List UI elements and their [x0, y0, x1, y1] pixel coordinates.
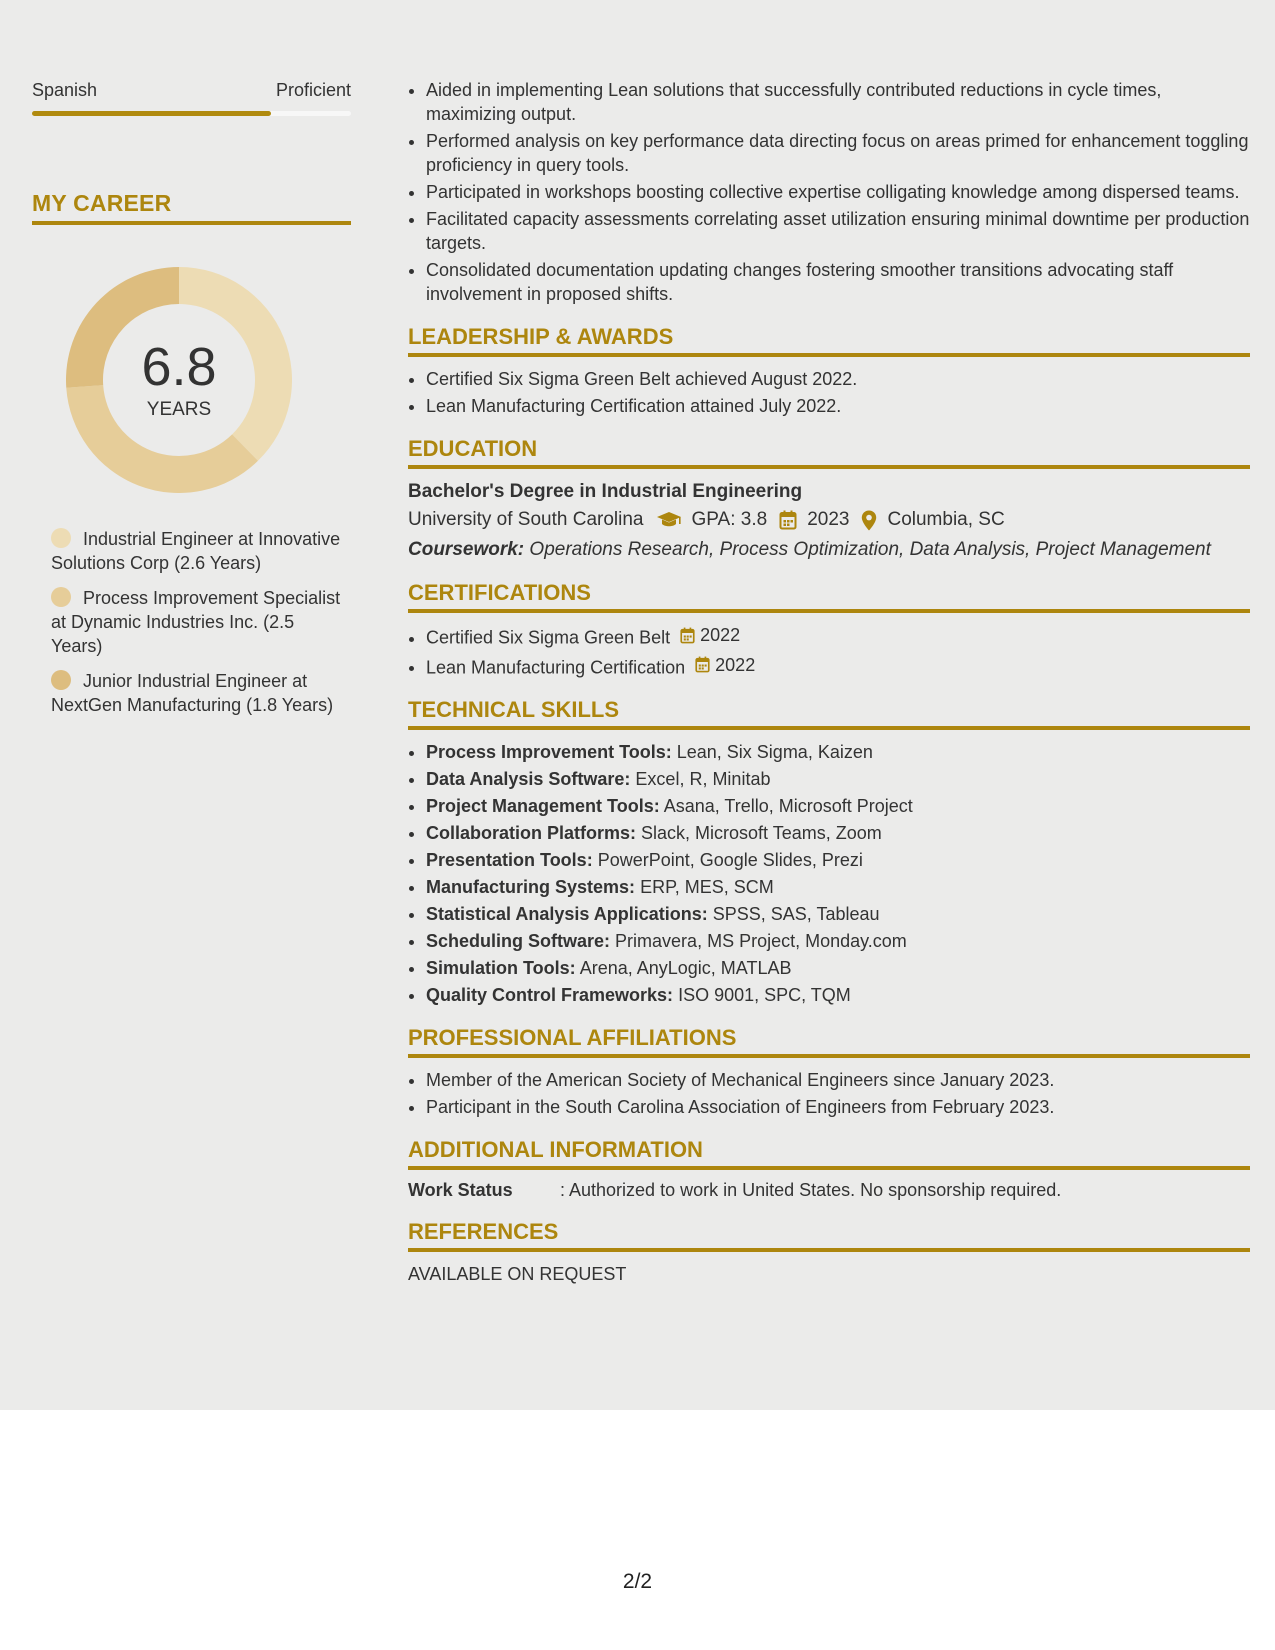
legend-dot: [51, 670, 71, 690]
work-status-value: : Authorized to work in United States. No sponsorship required.: [560, 1180, 1062, 1200]
skill-label: Presentation Tools:: [426, 850, 593, 870]
career-legend-label: Junior Industrial Engineer at NextGen Manufacturing (1.8 Years): [51, 671, 334, 715]
skill-value: Arena, AnyLogic, MATLAB: [579, 958, 792, 978]
skill-item: [426, 794, 1250, 818]
calendar-icon: [680, 627, 700, 644]
graduation-cap-icon: [656, 511, 682, 529]
career-legend-item: [51, 669, 341, 717]
career-title: MY CAREER: [32, 190, 351, 225]
left-column: [32, 80, 351, 728]
skill-value: Asana, Trello, Microsoft Project: [663, 796, 913, 816]
skill-item: [426, 848, 1250, 872]
skill-value: Primavera, MS Project, Monday.com: [615, 931, 907, 951]
legend-dot: [51, 587, 71, 607]
education-title: EDUCATION: [408, 436, 1250, 469]
skill-label: Statistical Analysis Applications:: [426, 904, 708, 924]
language-bar-fill: [32, 111, 271, 116]
language-level: Proficient: [275, 80, 351, 100]
affiliations-list: [408, 1068, 1250, 1119]
certification-item: [426, 623, 1250, 650]
skill-value: Lean, Six Sigma, Kaizen: [676, 742, 873, 762]
career-total-years: 6.8: [141, 337, 217, 397]
career-legend-label: Process Improvement Specialist at Dynamic Industries Inc. (2.5 Years): [51, 588, 341, 656]
career-legend-label: Industrial Engineer at Innovative Solutions Corp (2.6 Years): [51, 529, 341, 573]
work-status-label: Work Status: [408, 1180, 513, 1200]
certification-name: Lean Manufacturing Certification: [426, 657, 686, 677]
certification-year: 2022: [700, 625, 741, 645]
affiliation-item: • Member of the American Society of Mechanical Engineers since January 2023.: [426, 1068, 1250, 1092]
skill-item: [426, 875, 1250, 899]
coursework-text: Operations Research, Process Optimization, Data Analysis, Project Management: [529, 539, 1211, 560]
leadership-list: [408, 367, 1250, 418]
certifications-title: CERTIFICATIONS: [408, 580, 1250, 613]
page-number: 2/2: [622, 1570, 653, 1593]
skill-item: [426, 821, 1250, 845]
experience-bullet: • Aided in implementing Lean solutions that successfully contributed reductions in cycle times, maximizing output.: [426, 78, 1250, 126]
legend-dot: [51, 528, 71, 548]
certification-year: 2022: [715, 654, 756, 675]
skill-item: [426, 767, 1250, 791]
skill-value: Slack, Microsoft Teams, Zoom: [641, 823, 882, 843]
skill-value: ISO 9001, SPC, TQM: [678, 985, 851, 1005]
skill-item: [426, 902, 1250, 926]
education-location: Columbia, SC: [887, 509, 1005, 530]
skill-item: [426, 983, 1250, 1007]
certification-date: [695, 653, 755, 677]
skill-item: [426, 956, 1250, 980]
skill-value: SPSS, SAS, Tableau: [712, 904, 880, 924]
references-title: REFERENCES: [408, 1219, 1250, 1252]
certification-name: Certified Six Sigma Green Belt: [426, 627, 671, 648]
skill-label: Simulation Tools:: [426, 958, 576, 978]
certification-item: [426, 653, 1250, 680]
calendar-icon: [779, 510, 797, 530]
education-meta: [408, 509, 1250, 531]
skill-label: Quality Control Frameworks:: [426, 985, 674, 1005]
language-row: [32, 80, 351, 101]
skills-title: TECHNICAL SKILLS: [408, 697, 1250, 730]
skill-label: Manufacturing Systems:: [426, 877, 636, 897]
skill-value: ERP, MES, SCM: [640, 877, 774, 897]
skill-label: Process Improvement Tools:: [426, 742, 672, 762]
career-donut-chart: [66, 267, 292, 493]
education-gpa: GPA: 3.8: [691, 509, 768, 530]
experience-bullets: [408, 78, 1250, 306]
references-text: AVAILABLE ON REQUEST: [408, 1264, 627, 1284]
education-school: University of South Carolina: [408, 509, 644, 530]
affiliations-title: PROFESSIONAL AFFILIATIONS: [408, 1025, 1250, 1058]
calendar-icon: [695, 656, 715, 673]
skill-item: [426, 929, 1250, 953]
career-legend-item: [51, 586, 341, 658]
skill-value: Excel, R, Minitab: [635, 769, 771, 789]
affiliation-item: • Participant in the South Carolina Association of Engineers from February 2023.: [426, 1095, 1250, 1119]
leadership-item: • Certified Six Sigma Green Belt achieved August 2022.: [426, 367, 1250, 391]
additional-title: ADDITIONAL INFORMATION: [408, 1137, 1250, 1170]
experience-bullet: • Performed analysis on key performance data directing focus on areas primed for enhancement toggling proficiency in query tools.: [426, 129, 1250, 177]
skill-label: Collaboration Platforms:: [426, 823, 637, 843]
leadership-item: • Lean Manufacturing Certification attained July 2022.: [426, 394, 1250, 418]
map-pin-icon: [861, 510, 877, 531]
skill-label: Project Management Tools:: [426, 796, 660, 816]
language-bar: [32, 111, 351, 116]
education-degree: Bachelor's Degree in Industrial Engineering: [408, 481, 803, 502]
education-year: 2023: [807, 509, 850, 530]
certification-date: [680, 623, 740, 647]
experience-bullet: • Consolidated documentation updating changes fostering smoother transitions advocating staff involvement in proposed shifts.: [426, 258, 1250, 306]
skills-list: [408, 740, 1250, 1007]
skill-label: Data Analysis Software:: [426, 769, 631, 789]
right-column: [408, 78, 1250, 1285]
experience-bullet: • Facilitated capacity assessments correlating asset utilization ensuring minimal downtime per production targets.: [426, 207, 1250, 255]
skill-label: Scheduling Software:: [426, 931, 611, 951]
career-total-unit: YEARS: [146, 399, 212, 420]
experience-bullet: • Participated in workshops boosting collective expertise colligating knowledge among dispersed teams.: [426, 180, 1250, 204]
career-legend-item: [51, 527, 341, 575]
certifications-list: [408, 623, 1250, 679]
donut-center: [66, 339, 292, 421]
leadership-title: LEADERSHIP & AWARDS: [408, 324, 1250, 357]
education-coursework: [408, 538, 1250, 562]
language-name: Spanish: [32, 80, 98, 100]
coursework-label: Coursework:: [408, 539, 525, 560]
work-status-row: [408, 1180, 1250, 1201]
career-legend: [32, 527, 341, 717]
skill-value: PowerPoint, Google Slides, Prezi: [597, 850, 863, 870]
skill-item: [426, 740, 1250, 764]
